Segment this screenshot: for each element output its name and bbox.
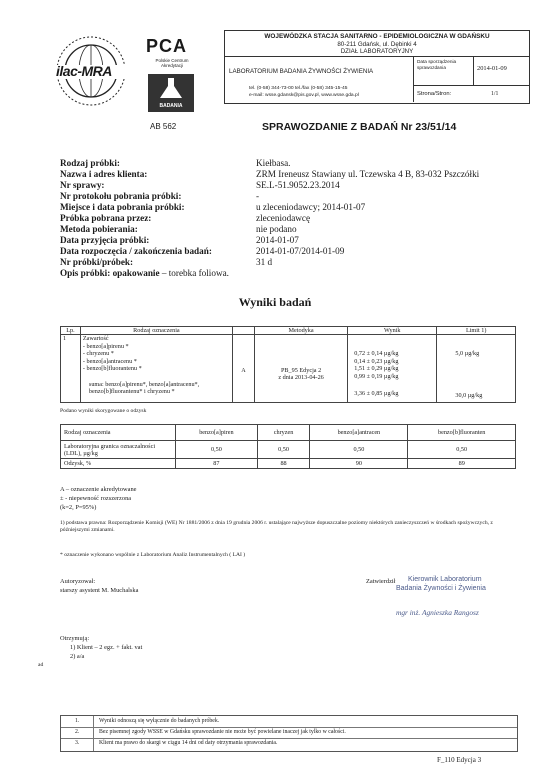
- info-value: zleceniodawcę: [256, 213, 311, 223]
- info-label: Nr protokołu pobrania próbki:: [60, 191, 182, 201]
- info-label: Rodzaj próbki:: [60, 158, 120, 168]
- param-line: - benzo[a]pirenu *: [82, 342, 129, 350]
- results-title: Wyniki badań: [238, 295, 312, 309]
- recovery-cell: 0,50: [176, 441, 258, 459]
- authorized-name: starszy asystent M. Muchalska: [60, 587, 139, 594]
- star-footnote: * oznaczenie wykonano wspólnie z Laboratorium Analiz Instrumentalnych ( LAI ): [60, 552, 246, 558]
- report-date-value: 2014-01-09: [477, 65, 507, 72]
- result-value: 0,72 ± 0,14 µg/kg: [354, 350, 399, 357]
- legend-item: A – oznaczenie akredytowane: [60, 486, 137, 493]
- opis-label: Opis próbki: opakowanie: [60, 268, 160, 278]
- info-value: 2014-01-07: [256, 235, 299, 245]
- legend-item: (k=2, P=95%): [60, 504, 97, 511]
- sum-result: 3,36 ± 0,85 µg/kg: [354, 390, 399, 398]
- pca-logo: [142, 36, 204, 131]
- result-value: 1,51 ± 0,29 µg/kg: [354, 365, 399, 373]
- badania-badge: [148, 74, 194, 112]
- info-value: nie podano: [256, 224, 297, 234]
- sum-text: suma: benzo[a]pirenu*, benzo[a]antracenu*, benzo[b]fluorantenu* i chryzenu *: [88, 380, 200, 396]
- param-line: - benzo[a]antracenu *: [82, 357, 137, 365]
- info-label: Nr sprawy:: [60, 180, 105, 190]
- stamp-line: Kierownik Laboratorium: [408, 576, 482, 583]
- page-value: 1/1: [491, 91, 499, 97]
- col-limit: Limit 1): [437, 327, 516, 335]
- recovery-cell: 88: [257, 459, 310, 469]
- report-date-label: Data sporządzenia sprawozdania: [417, 59, 457, 70]
- info-value: u zleceniodawcy; 2014-01-07: [256, 202, 366, 212]
- col-parameter: Rodzaj oznaczenia: [80, 327, 232, 335]
- recovery-cell: 0,50: [310, 441, 408, 459]
- sum-limit: 30,0 µg/kg: [455, 392, 483, 399]
- note-text: Bez pisemnej zgody WSSE w Gdańsku sprawozdanie nie może być powielane inaczej jak tylko w całości.: [99, 729, 346, 735]
- method-name: PB_95 Edycja 2: [280, 367, 322, 374]
- limit-value: 5,0 µg/kg: [455, 350, 480, 357]
- param-line: Zawartość: [82, 335, 109, 342]
- note-number: 3.: [75, 740, 80, 746]
- recipients-block: [60, 634, 142, 661]
- recovery-cell: 0,50: [257, 441, 310, 459]
- email-line: e-mail: wsse.gdansk@pis.gov.pl, www.wsse.gda.pl: [249, 93, 359, 98]
- info-value: 31 d: [256, 257, 273, 267]
- info-label: Próbka pobrana przez:: [60, 213, 152, 223]
- result-value: 0,99 ± 0,19 µg/kg: [354, 372, 399, 380]
- info-label: Nr próbki/próbek:: [60, 257, 134, 267]
- row-parameter: [80, 335, 232, 403]
- recovery-cell: 87: [176, 459, 258, 469]
- info-label: Data rozpoczęcia / zakończenia badań:: [60, 246, 212, 256]
- recovery-row-label: Laboratoryjna granica oznaczalności (LDL), µg/kg: [61, 441, 176, 459]
- legend-item: ± - niepewność rozszerzona: [60, 495, 132, 502]
- page-label: Strona/Stron:: [417, 91, 452, 97]
- info-value: Kiełbasa.: [256, 158, 291, 168]
- flask-icon: [148, 74, 194, 104]
- form-code: F_110 Edycja 3: [437, 756, 482, 764]
- method-date: z dnia 2013-04-26: [278, 374, 324, 382]
- recovery-row-label: Odzysk, %: [61, 459, 176, 469]
- authorized-block: [60, 577, 138, 595]
- approved-label: Zatwierdził: [366, 578, 396, 585]
- recovery-col: benzo[a]piren: [176, 425, 258, 441]
- legend: [60, 485, 136, 512]
- phone-line: tel. (0-58) 344-73-00 tel./fax (0-58) 345-15-45: [249, 86, 348, 91]
- row-lp: 1: [61, 335, 81, 403]
- table-row: [61, 335, 516, 403]
- recovery-col: Rodzaj oznaczenia: [61, 425, 176, 441]
- recovery-cell: 90: [310, 459, 408, 469]
- col-method: Metodyka: [254, 327, 347, 335]
- recovery-col: benzo[a]antracen: [310, 425, 408, 441]
- info-value: -: [256, 191, 260, 201]
- institution-header: [224, 30, 530, 104]
- recovery-header-row: [61, 425, 516, 441]
- info-label: Miejsce i data pobrania próbki:: [60, 202, 185, 212]
- institution-name: WOJEWÓDZKA STACJA SANITARNO - EPIDEMIOLOGICZNA W GDAŃSKU: [264, 33, 490, 40]
- legal-footnote: 1) podstawa prawna: Rozporządzenie Komisji (WE) Nr 1881/2006 z dnia 19 grudnia 2006 r. ustalające najwyższe dopuszczalne poziomy niektórych zanieczyszczeń w środkach spożywczych, z późniejszymi zmianami.: [60, 520, 493, 534]
- row-result: [348, 335, 437, 403]
- note-number: 1.: [75, 718, 80, 724]
- sample-description: [60, 268, 229, 278]
- approval-stamp: [366, 578, 526, 628]
- recovery-cell: 0,50: [408, 441, 516, 459]
- note-text: Wyniki odnoszą się wyłącznie do badanych próbek.: [99, 718, 220, 724]
- recipient-item: 1) Klient – 2 egz. + fakt. vat: [70, 644, 143, 651]
- recipients-label: Otrzymują:: [60, 635, 90, 642]
- department: DZIAŁ LABORATORYJNY: [340, 48, 414, 55]
- note-row: [61, 738, 517, 749]
- ab-number: AB 562: [150, 122, 177, 131]
- badania-label: BADANIA: [159, 103, 183, 109]
- pca-title: PCA: [146, 36, 188, 56]
- note-number: 2.: [75, 729, 80, 735]
- notes-box: [60, 715, 518, 752]
- accred-mark: A: [241, 367, 246, 374]
- recipient-item: 2) a/a: [70, 653, 85, 660]
- info-label: Metoda pobierania:: [60, 224, 138, 234]
- result-value: 0,14 ± 0,23 µg/kg: [354, 357, 399, 365]
- stamp-line: Badania Żywności i Żywienia: [396, 585, 486, 592]
- info-label: Nazwa i adres klienta:: [60, 169, 148, 179]
- recovery-col: chryzen: [257, 425, 310, 441]
- report-title: SPRAWOZDANIE Z BADAŃ Nr 23/51/14: [262, 121, 457, 133]
- table-row: [61, 459, 516, 469]
- info-value: 2014-01-07/2014-01-09: [256, 246, 345, 256]
- col-result: Wynik: [348, 327, 437, 335]
- note-text: Klient ma prawo do skargi w ciągu 14 dni od daty otrzymania sprawozdania.: [99, 740, 278, 746]
- row-limit: [437, 335, 516, 403]
- laboratory-name: LABORATORIUM BADANIA ŻYWNOŚCI ŻYWIENIA: [229, 68, 374, 75]
- col-lp: Lp.: [61, 327, 81, 335]
- opis-value: – torebka foliowa.: [159, 268, 229, 278]
- initials: ad: [38, 662, 44, 668]
- signature-name: mgr inż. Agnieszka Rangosz: [396, 608, 479, 617]
- table-row: [61, 441, 516, 459]
- results-table: [60, 326, 516, 403]
- recovery-cell: 89: [408, 459, 516, 469]
- param-line: - chryzenu *: [82, 350, 114, 358]
- param-line: - benzo[b]fluorantenu *: [82, 365, 142, 373]
- col-accred: [232, 327, 254, 335]
- results-header-row: [61, 327, 516, 335]
- authorized-label: Autoryzował:: [60, 578, 96, 585]
- info-value: SE.L-51.9052.23.2014: [256, 180, 340, 190]
- info-label: Data przyjęcia próbki:: [60, 235, 150, 245]
- institution-address: 80-211 Gdańsk, ul. Dębinki 4: [337, 41, 417, 48]
- ilac-mra-logo: [52, 32, 130, 110]
- corrected-note: Podano wyniki skorygowane o odzysk: [60, 408, 147, 414]
- row-method: [254, 335, 347, 403]
- info-value: ZRM Ireneusz Stawiany ul. Tczewska 4 B, 83-032 Pszczółki: [256, 169, 480, 179]
- ilac-text: ilac-MRA: [56, 63, 112, 79]
- pca-subtitle: Polskie Centrum Akredytacji: [155, 58, 189, 68]
- recovery-col: benzo[b]fluoranten: [408, 425, 516, 441]
- recovery-table: [60, 424, 516, 469]
- row-accred: [232, 335, 254, 403]
